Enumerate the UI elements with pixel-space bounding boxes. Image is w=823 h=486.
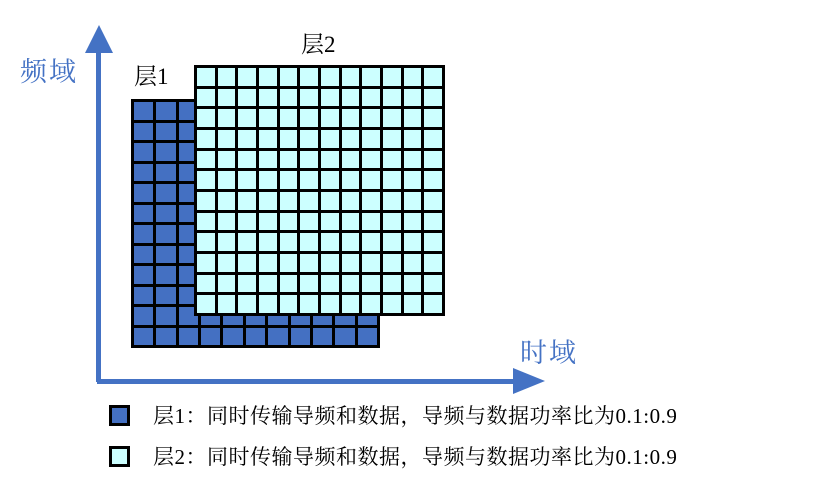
resource-cell <box>362 130 380 148</box>
resource-cell <box>424 151 442 169</box>
resource-cell <box>404 254 422 272</box>
resource-cell <box>218 151 236 169</box>
resource-cell <box>218 89 236 107</box>
resource-cell <box>134 307 153 325</box>
legend-row-layer1 <box>109 400 677 430</box>
resource-cell <box>383 89 401 107</box>
resource-cell <box>134 102 153 120</box>
resource-cell <box>321 89 339 107</box>
resource-cell <box>404 130 422 148</box>
resource-cell <box>404 213 422 231</box>
resource-cell <box>197 275 215 293</box>
resource-cell <box>300 89 318 107</box>
resource-cell <box>134 266 153 284</box>
resource-cell <box>156 164 175 182</box>
x-axis-arrowhead-icon <box>513 368 545 394</box>
resource-cell <box>218 213 236 231</box>
resource-cell <box>362 213 380 231</box>
resource-cell <box>342 151 360 169</box>
resource-cell <box>383 233 401 251</box>
resource-cell <box>134 328 153 346</box>
resource-cell <box>404 275 422 293</box>
resource-cell <box>383 109 401 127</box>
resource-cell <box>156 246 175 264</box>
resource-cell <box>134 205 153 223</box>
resource-cell <box>238 68 256 86</box>
layer1-label: 层1 <box>134 64 169 89</box>
resource-cell <box>362 171 380 189</box>
resource-cell <box>218 171 236 189</box>
resource-cell <box>197 89 215 107</box>
resource-cell <box>259 109 277 127</box>
resource-cell <box>424 130 442 148</box>
resource-cell <box>280 275 298 293</box>
resource-cell <box>280 151 298 169</box>
resource-cell <box>321 275 339 293</box>
resource-cell <box>134 123 153 141</box>
legend-text-layer2: 层2：同时传输导频和数据，导频与数据功率比为0.1:0.9 <box>153 445 678 469</box>
resource-cell <box>300 192 318 210</box>
resource-cell <box>259 254 277 272</box>
resource-cell <box>362 192 380 210</box>
resource-cell <box>300 295 318 313</box>
layer1-swatch <box>109 405 130 426</box>
resource-cell <box>383 68 401 86</box>
resource-cell <box>362 89 380 107</box>
resource-cell <box>362 109 380 127</box>
x-axis-line <box>97 379 515 384</box>
resource-cell <box>280 295 298 313</box>
resource-cell <box>259 130 277 148</box>
resource-cell <box>259 151 277 169</box>
resource-cell <box>358 328 377 346</box>
resource-cell <box>259 68 277 86</box>
resource-cell <box>280 109 298 127</box>
resource-cell <box>321 192 339 210</box>
resource-cell <box>404 192 422 210</box>
resource-cell <box>134 164 153 182</box>
resource-cell <box>342 130 360 148</box>
resource-cell <box>238 130 256 148</box>
resource-cell <box>218 68 236 86</box>
resource-cell <box>259 295 277 313</box>
resource-cell <box>383 254 401 272</box>
resource-cell <box>342 233 360 251</box>
resource-cell <box>342 171 360 189</box>
resource-cell <box>424 171 442 189</box>
resource-cell <box>238 295 256 313</box>
resource-cell <box>280 89 298 107</box>
resource-cell <box>383 151 401 169</box>
resource-cell <box>134 143 153 161</box>
resource-cell <box>321 171 339 189</box>
resource-cell <box>238 192 256 210</box>
resource-cell <box>362 68 380 86</box>
resource-cell <box>156 123 175 141</box>
resource-cell <box>362 295 380 313</box>
resource-cell <box>383 213 401 231</box>
resource-cell <box>404 68 422 86</box>
resource-cell <box>321 130 339 148</box>
resource-cell <box>218 109 236 127</box>
resource-cell <box>424 192 442 210</box>
resource-cell <box>383 130 401 148</box>
resource-cell <box>383 295 401 313</box>
resource-cell <box>383 192 401 210</box>
resource-cell <box>300 130 318 148</box>
resource-cell <box>156 205 175 223</box>
y-axis-line <box>96 46 101 382</box>
resource-cell <box>335 328 354 346</box>
resource-cell <box>321 109 339 127</box>
resource-cell <box>404 295 422 313</box>
resource-cell <box>179 328 198 346</box>
resource-cell <box>362 233 380 251</box>
resource-cell <box>424 233 442 251</box>
resource-cell <box>300 213 318 231</box>
resource-cell <box>156 307 175 325</box>
resource-cell <box>259 192 277 210</box>
resource-cell <box>300 109 318 127</box>
resource-cell <box>197 233 215 251</box>
resource-cell <box>321 254 339 272</box>
resource-cell <box>156 266 175 284</box>
resource-cell <box>218 254 236 272</box>
resource-cell <box>300 233 318 251</box>
resource-cell <box>342 275 360 293</box>
resource-cell <box>280 233 298 251</box>
resource-cell <box>218 295 236 313</box>
resource-cell <box>134 184 153 202</box>
resource-cell <box>197 151 215 169</box>
resource-cell <box>300 254 318 272</box>
resource-cell <box>404 151 422 169</box>
resource-cell <box>321 213 339 231</box>
resource-cell <box>321 151 339 169</box>
resource-cell <box>362 275 380 293</box>
resource-cell <box>321 295 339 313</box>
resource-cell <box>134 287 153 305</box>
y-axis-label: 频域 <box>20 57 78 87</box>
resource-cell <box>300 151 318 169</box>
resource-cell <box>342 192 360 210</box>
resource-cell <box>201 328 220 346</box>
resource-cell <box>404 171 422 189</box>
resource-cell <box>424 89 442 107</box>
resource-cell <box>197 254 215 272</box>
resource-cell <box>321 233 339 251</box>
resource-cell <box>238 109 256 127</box>
resource-cell <box>342 109 360 127</box>
resource-cell <box>156 184 175 202</box>
resource-cell <box>197 109 215 127</box>
resource-cell <box>197 192 215 210</box>
resource-cell <box>280 130 298 148</box>
resource-cell <box>280 192 298 210</box>
resource-cell <box>383 171 401 189</box>
resource-cell <box>238 254 256 272</box>
resource-cell <box>218 192 236 210</box>
layer2-grid <box>194 65 445 316</box>
resource-cell <box>259 213 277 231</box>
resource-cell <box>134 246 153 264</box>
resource-cell <box>259 89 277 107</box>
resource-cell <box>238 89 256 107</box>
resource-cell <box>362 254 380 272</box>
resource-cell <box>300 275 318 293</box>
resource-cell <box>424 275 442 293</box>
resource-cell <box>238 213 256 231</box>
resource-cell <box>218 275 236 293</box>
resource-cell <box>280 213 298 231</box>
resource-cell <box>280 254 298 272</box>
resource-cell <box>383 275 401 293</box>
resource-cell <box>223 328 242 346</box>
resource-cell <box>280 171 298 189</box>
resource-cell <box>197 295 215 313</box>
resource-cell <box>424 295 442 313</box>
resource-cell <box>280 68 298 86</box>
resource-cell <box>134 225 153 243</box>
resource-cell <box>156 225 175 243</box>
resource-cell <box>238 151 256 169</box>
resource-cell <box>238 171 256 189</box>
resource-cell <box>424 68 442 86</box>
resource-cell <box>342 213 360 231</box>
y-axis-arrowhead-icon <box>85 25 113 53</box>
resource-cell <box>156 143 175 161</box>
resource-cell <box>321 68 339 86</box>
resource-cell <box>238 275 256 293</box>
resource-cell <box>404 109 422 127</box>
resource-cell <box>342 68 360 86</box>
resource-cell <box>156 328 175 346</box>
legend-row-layer2 <box>109 441 677 471</box>
legend-text-layer1: 层1：同时传输导频和数据，导频与数据功率比为0.1:0.9 <box>153 404 678 428</box>
resource-cell <box>238 233 256 251</box>
resource-cell <box>259 275 277 293</box>
x-axis-label: 时域 <box>520 338 578 368</box>
resource-cell <box>362 151 380 169</box>
resource-cell <box>268 328 287 346</box>
resource-cell <box>424 254 442 272</box>
resource-cell <box>291 328 310 346</box>
resource-cell <box>197 130 215 148</box>
resource-cell <box>197 213 215 231</box>
resource-cell <box>424 109 442 127</box>
layer2-swatch <box>109 446 130 467</box>
resource-cell <box>424 213 442 231</box>
resource-cell <box>197 171 215 189</box>
resource-cell <box>300 171 318 189</box>
resource-cell <box>342 295 360 313</box>
resource-cell <box>342 254 360 272</box>
resource-cell <box>156 287 175 305</box>
resource-cell <box>218 130 236 148</box>
resource-cell <box>197 68 215 86</box>
layer2-label: 层2 <box>301 32 336 57</box>
resource-cell <box>300 68 318 86</box>
resource-cell <box>259 171 277 189</box>
resource-cell <box>404 233 422 251</box>
resource-cell <box>218 233 236 251</box>
resource-cell <box>246 328 265 346</box>
resource-cell <box>259 233 277 251</box>
resource-cell <box>404 89 422 107</box>
resource-cell <box>342 89 360 107</box>
resource-cell <box>156 102 175 120</box>
resource-cell <box>313 328 332 346</box>
